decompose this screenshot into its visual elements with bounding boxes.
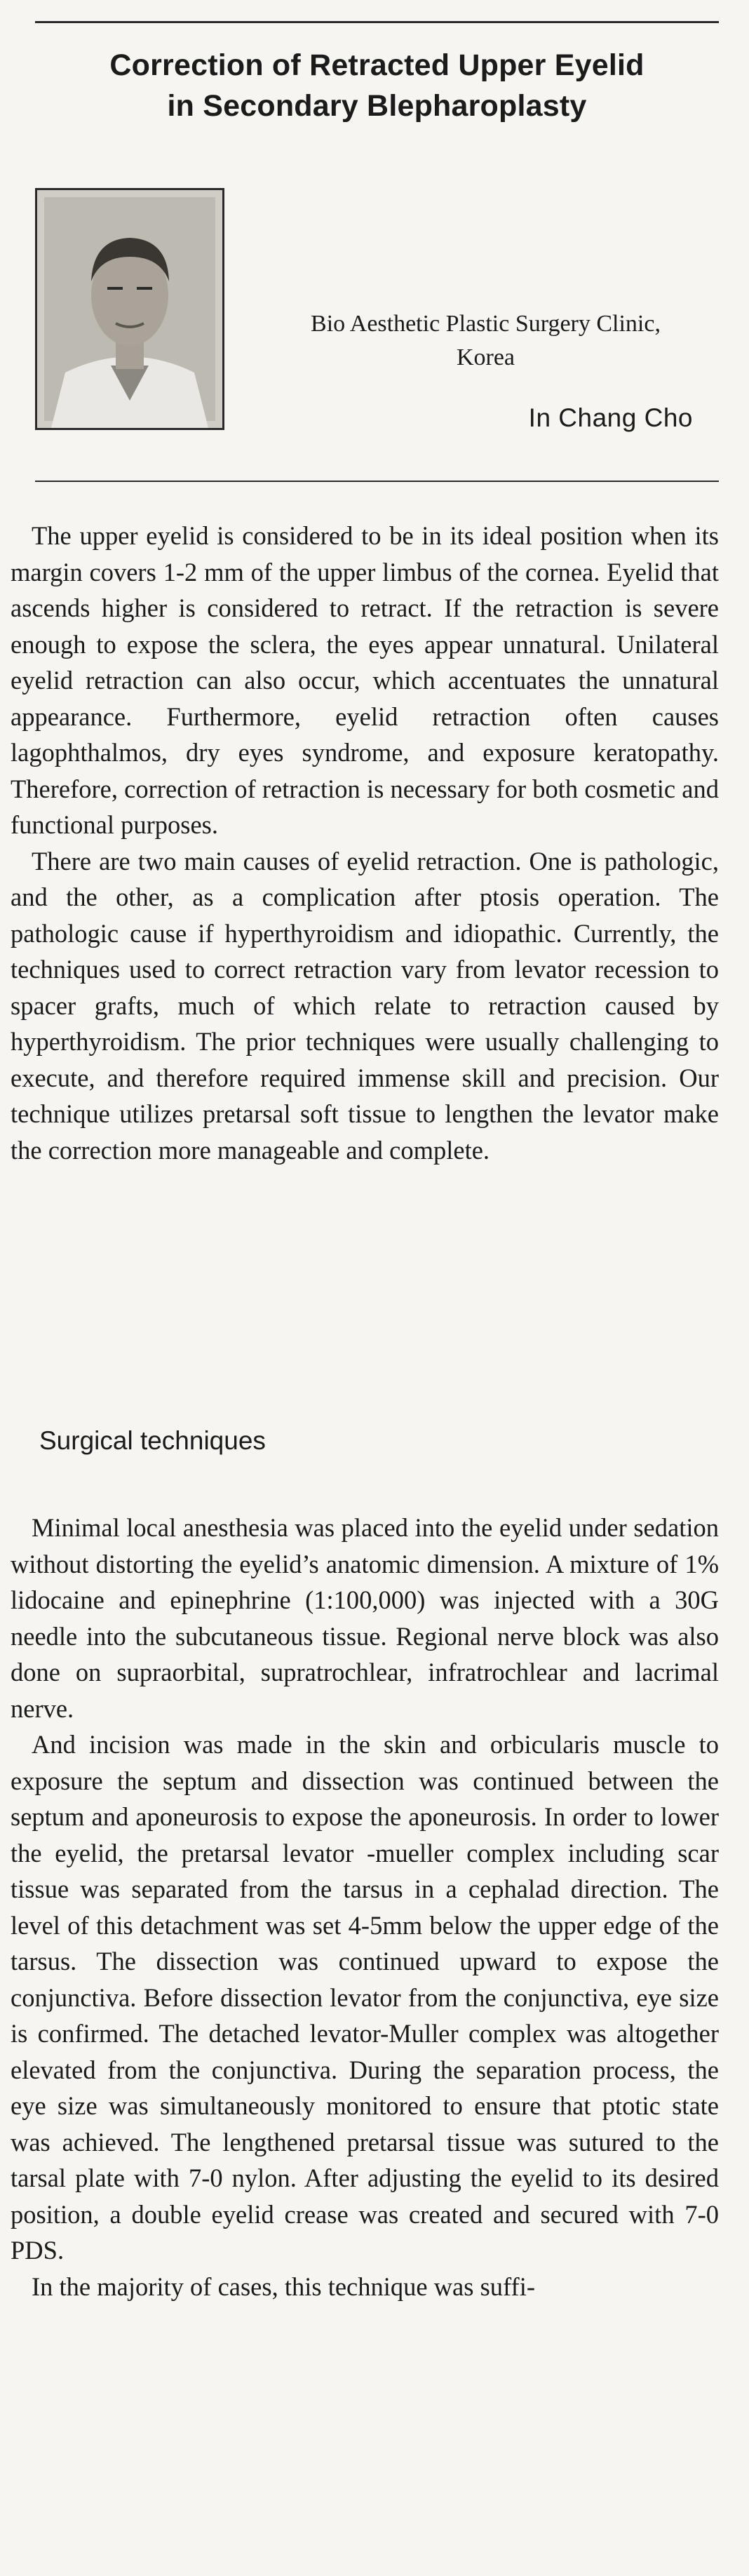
affiliation <box>252 307 719 375</box>
section-heading: Surgical techniques <box>39 1426 266 1455</box>
paragraph: And incision was made in the skin and orbicularis muscle to exposure the septum and dissection was continued between the septum and aponeurosis to expose the aponeurosis. In order to lower the eyelid, the pretarsal levator -mueller complex including scar tissue was separated from the tarsus in a cephalad direction. The level of this detachment was set 4-5mm below the upper edge of the tarsus. The dissection was continued upward to expose the conjunctiva. Before dissection levator from the conjunctiva, eye size is confirmed. The detached levator-Muller complex was altogether elevated from the conjunctiva. During the separation process, the eye size was simultaneously monitored to ensure that ptotic state was achieved. The lengthened pretarsal tissue was sutured to the tarsal plate with 7-0 nylon. After adjusting the eyelid to its desired position, a double eyelid crease was created and secured with 7-0 PDS. <box>11 1730 719 2265</box>
header-divider <box>35 481 719 482</box>
affiliation-line-1: Bio Aesthetic Plastic Surgery Clinic, <box>311 311 661 337</box>
paragraph: The upper eyelid is considered to be in its ideal position when its margin covers 1-2 mm of the upper limbus of the cornea. Eyelid that ascends higher is considered to retract. If the retraction is severe enough to expose the sclera, the eyes appear unnatural. Unilateral eyelid retraction can also occur, which accentuates the unnatural appearance. Furthermore, eyelid retraction often causes lagophthalmos, dry eyes syndrome, and exposure keratopathy. Therefore, correction of retraction is necessary for both cosmetic and functional purposes. <box>11 521 719 839</box>
portrait-image <box>37 190 222 428</box>
article-title <box>35 45 719 126</box>
top-rule <box>35 21 719 23</box>
introduction-section <box>11 518 719 1168</box>
affiliation-line-2: Korea <box>456 344 515 370</box>
paragraph: In the majority of cases, this technique was suffi- <box>32 2272 535 2301</box>
paragraph: Minimal local anesthesia was placed into the eyelid under sedation without distorting the eyelid’s anatomic dimension. A mixture of 1% lidocaine and epinephrine (1:100,000) was injected with a 30G needle into the subcutaneous tissue. Regional nerve block was also done on supraorbital, supratrochlear, infratrochlear and lacrimal nerve. <box>11 1513 719 1723</box>
paragraph: There are two main causes of eyelid retraction. One is pathologic, and the other, as a complication after ptosis operation. The pathologic cause if hyperthyroidism and idiopathic. Currently, the techniques used to correct retraction vary from levator recession to spacer grafts, much of which relate to retraction caused by hyperthyroidism. The prior techniques were usually challenging to execute, and therefore required immense skill and precision. Our technique utilizes pretarsal soft tissue to lengthen the levator make the correction more manageable and complete. <box>11 846 719 1165</box>
author-photo <box>35 188 224 430</box>
title-line-1: Correction of Retracted Upper Eyelid <box>109 48 645 82</box>
surgical-techniques-section <box>11 1510 719 2305</box>
author-name: In Chang Cho <box>528 403 693 432</box>
title-line-2: in Secondary Blepharoplasty <box>167 89 587 123</box>
